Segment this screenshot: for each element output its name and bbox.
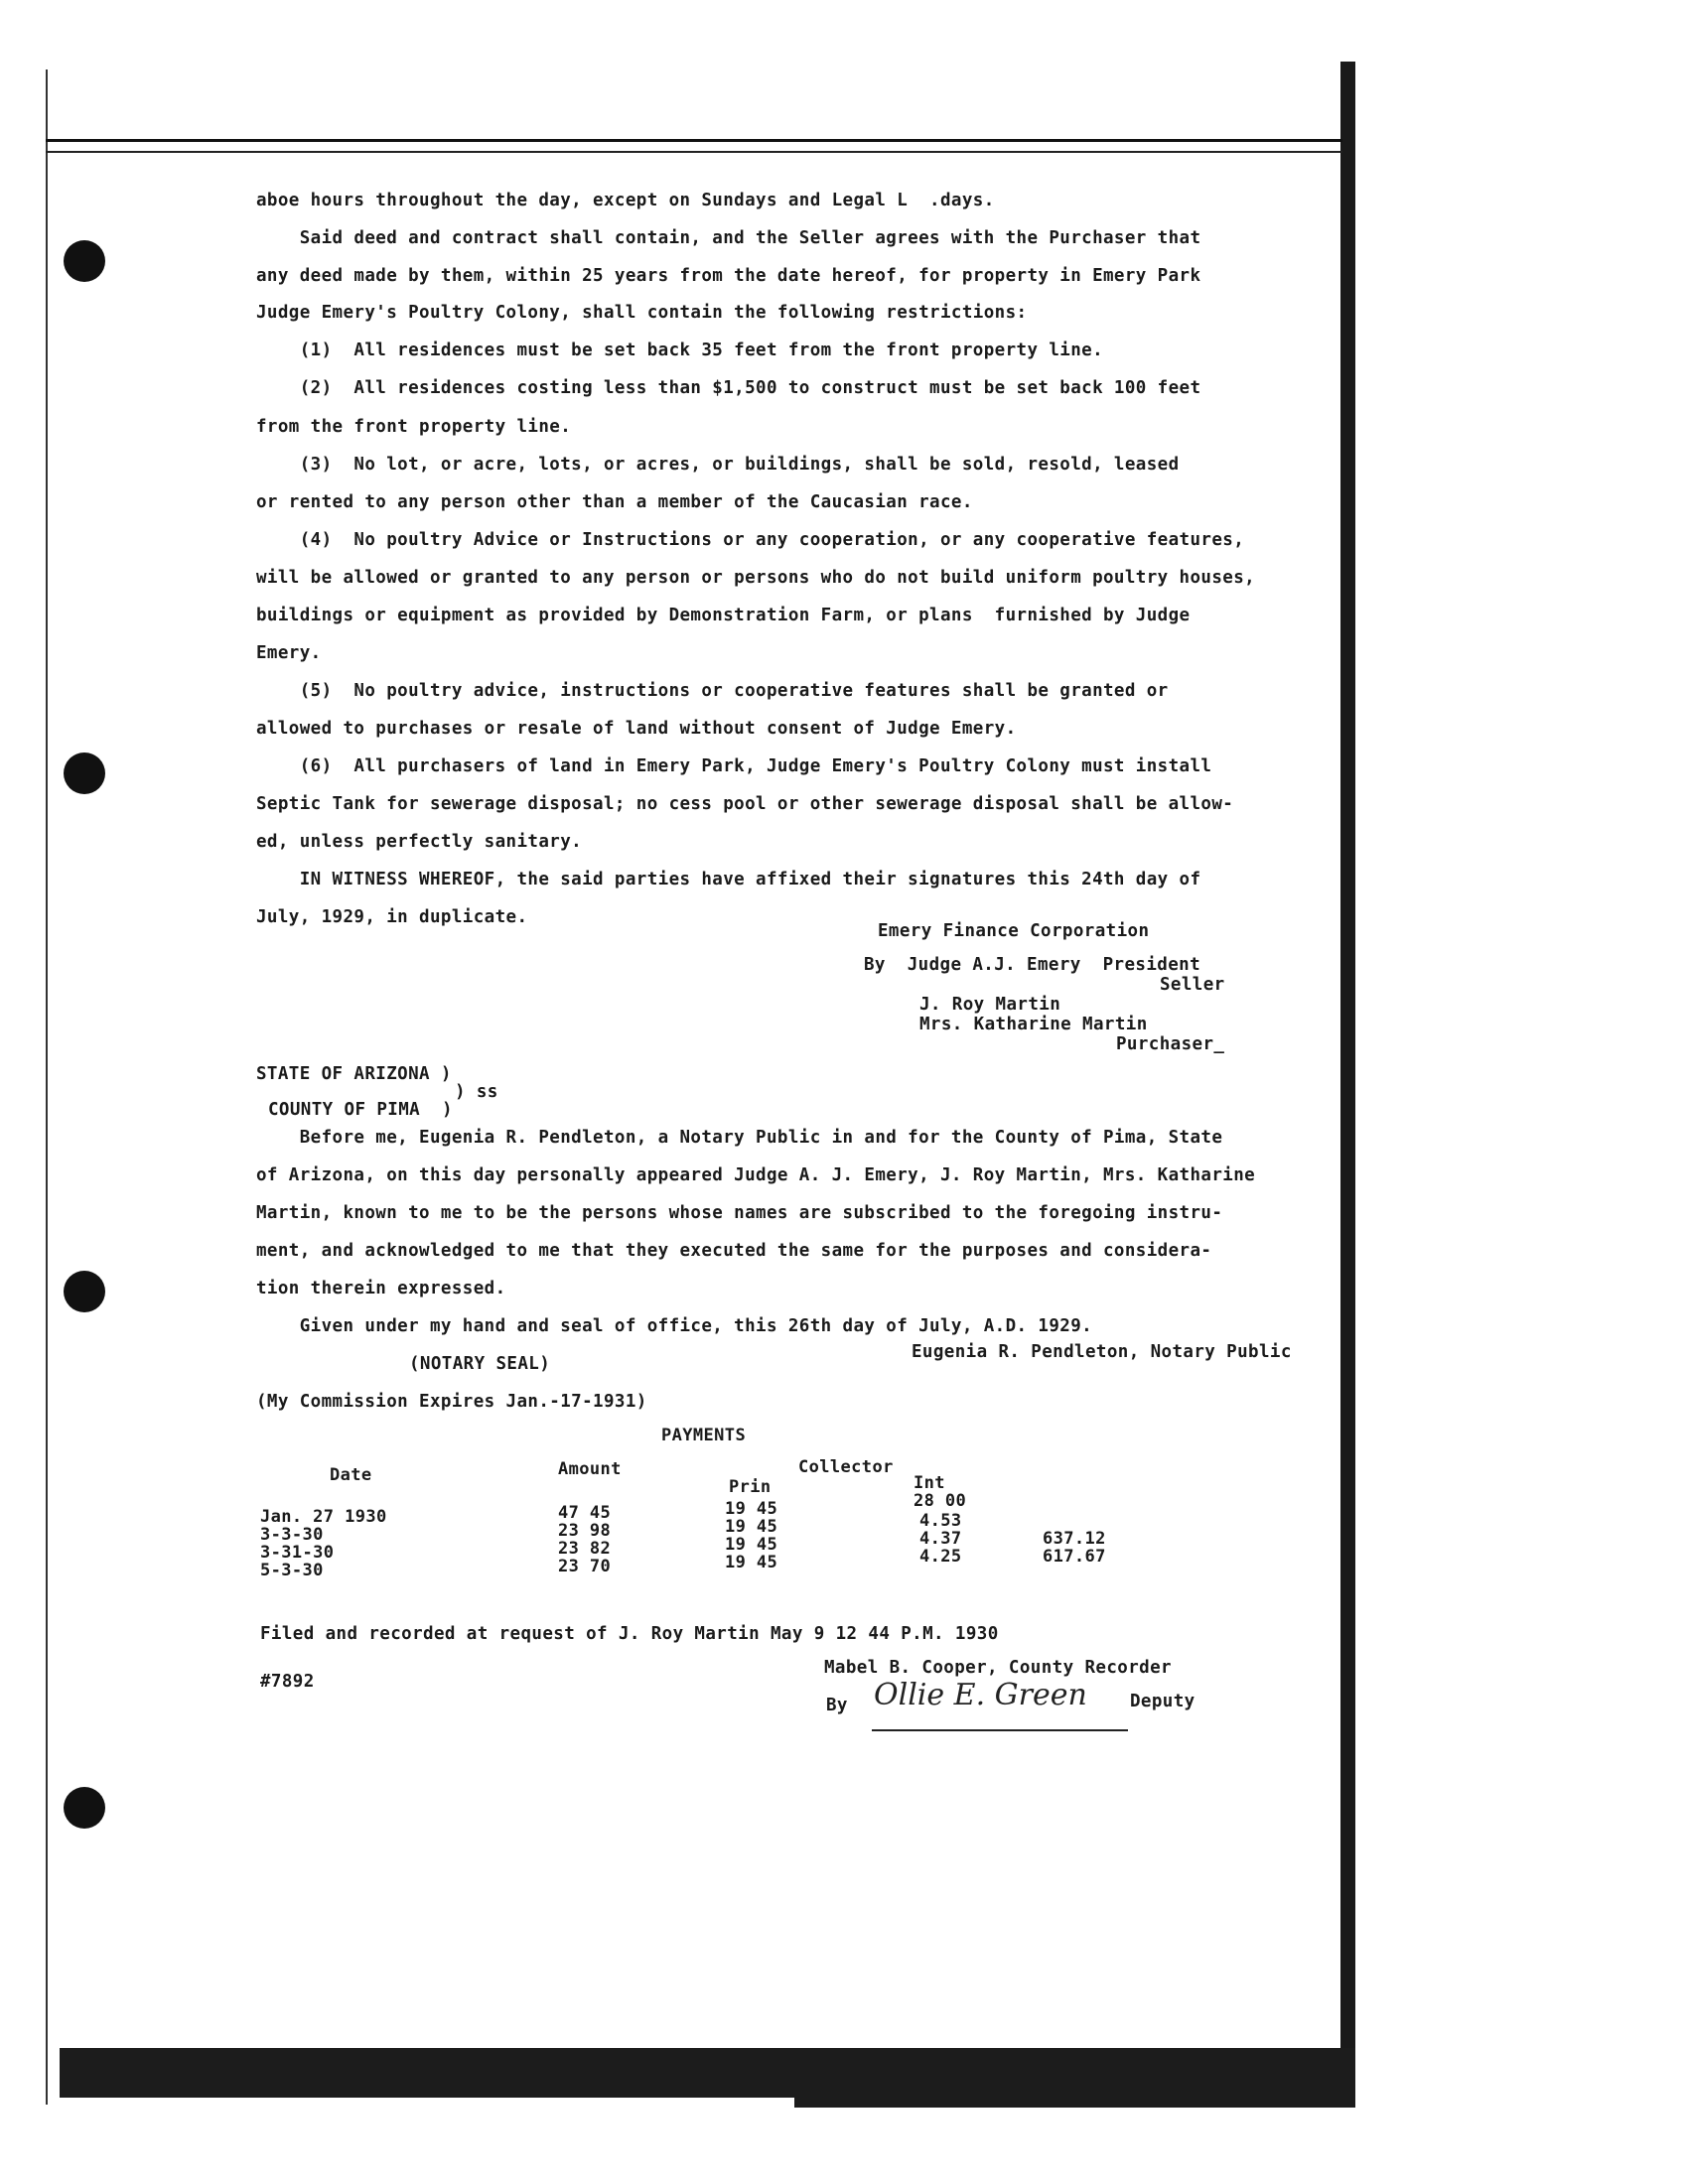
- notary-line: Martin, known to me to be the persons whose names are subscribed to the foregoing instru-: [256, 1203, 1223, 1223]
- deputy-by-label: By: [826, 1696, 848, 1715]
- body-line: (1) All residences must be set back 35 feet from the front property line.: [256, 341, 1103, 360]
- body-line: (3) No lot, or acre, lots, or acres, or buildings, shall be sold, resold, leased: [256, 455, 1180, 475]
- body-line: Emery.: [256, 643, 322, 663]
- deputy-signature: Ollie E. Green: [874, 1678, 1087, 1712]
- payment-date: 3-31-30: [260, 1543, 335, 1563]
- body-line: July, 1929, in duplicate.: [256, 907, 528, 927]
- purchaser-label: Purchaser_: [1116, 1034, 1225, 1054]
- notary-line: of Arizona, on this day personally appeared Judge A. J. Emery, J. Roy Martin, Mrs. Katharine: [256, 1165, 1256, 1185]
- payment-date: 3-3-30: [260, 1525, 324, 1545]
- body-line: (5) No poultry advice, instructions or cooperative features shall be granted or: [256, 681, 1169, 701]
- page-edge-left: [46, 69, 48, 2105]
- payment-amount: 23 98: [558, 1521, 612, 1541]
- payment-int: 4.53: [919, 1511, 962, 1531]
- payments-collector-header: Collector: [798, 1457, 894, 1477]
- payments-int-header: Int: [914, 1473, 945, 1493]
- notary-name: Eugenia R. Pendleton, Notary Public: [912, 1342, 1292, 1362]
- payment-prin: 19 45: [725, 1517, 778, 1537]
- punch-hole: [64, 1271, 105, 1312]
- notary-line: ment, and acknowledged to me that they executed the same for the purposes and considera-: [256, 1241, 1212, 1261]
- purchaser-name-1: J. Roy Martin: [919, 995, 1061, 1015]
- page-edge-right: [1340, 62, 1355, 2107]
- filing-statement: Filed and recorded at request of J. Roy Martin May 9 12 44 P.M. 1930: [260, 1624, 999, 1644]
- body-line: ed, unless perfectly sanitary.: [256, 832, 583, 852]
- venue-state: STATE OF ARIZONA ): [256, 1064, 452, 1084]
- body-line: from the front property line.: [256, 417, 572, 437]
- notary-line: Given under my hand and seal of office, this 26th day of July, A.D. 1929.: [256, 1316, 1093, 1336]
- body-line: (6) All purchasers of land in Emery Park, Judge Emery's Poultry Colony must install: [256, 756, 1212, 776]
- payments-prin-header: Prin: [729, 1477, 772, 1497]
- punch-hole: [64, 1787, 105, 1829]
- body-line: allowed to purchases or resale of land without consent of Judge Emery.: [256, 719, 1017, 739]
- payment-int: 4.37: [919, 1529, 962, 1549]
- payment-amount: 23 82: [558, 1539, 612, 1559]
- notary-line: tion therein expressed.: [256, 1279, 506, 1298]
- header-rule-bottom: [46, 151, 1342, 153]
- notary-commission: (My Commission Expires Jan.-17-1931): [256, 1392, 647, 1412]
- body-line: Judge Emery's Poultry Colony, shall contain the following restrictions:: [256, 303, 1028, 323]
- notary-line: Before me, Eugenia R. Pendleton, a Notary Public in and for the County of Pima, State: [256, 1128, 1223, 1148]
- payment-prin: 19 45: [725, 1535, 778, 1555]
- signature-line: [872, 1729, 1128, 1731]
- punch-hole: [64, 240, 105, 282]
- seller-corporation: Emery Finance Corporation: [878, 921, 1150, 941]
- payment-amount: 47 45: [558, 1503, 612, 1523]
- body-line: (4) No poultry Advice or Instructions or any cooperation, or any cooperative features,: [256, 530, 1245, 550]
- payment-date: Jan. 27 1930: [260, 1507, 387, 1527]
- county-recorder: Mabel B. Cooper, County Recorder: [824, 1658, 1172, 1678]
- header-rule-top: [46, 139, 1342, 142]
- body-line: buildings or equipment as provided by Demonstration Farm, or plans furnished by Judge: [256, 606, 1191, 625]
- venue-ss: ) ss: [455, 1082, 498, 1102]
- payment-date: 5-3-30: [260, 1561, 324, 1580]
- payment-balance: 637.12: [1043, 1529, 1106, 1549]
- payments-amount-header: Amount: [558, 1459, 622, 1479]
- notary-seal: (NOTARY SEAL): [409, 1354, 551, 1374]
- seller-label: Seller: [1160, 975, 1225, 995]
- body-line: Septic Tank for sewerage disposal; no cess pool or other sewerage disposal shall be allow-: [256, 794, 1234, 814]
- punch-hole: [64, 752, 105, 794]
- purchaser-name-2: Mrs. Katharine Martin: [919, 1015, 1148, 1034]
- body-line: IN WITNESS WHEREOF, the said parties have affixed their signatures this 24th day of: [256, 870, 1201, 889]
- body-line: will be allowed or granted to any person or persons who do not build uniform poultry houses,: [256, 568, 1256, 588]
- payment-int: 28 00: [914, 1491, 967, 1511]
- recording-number: #7892: [260, 1672, 315, 1692]
- body-line: aboe hours throughout the day, except on Sundays and Legal L .days.: [256, 191, 995, 210]
- payment-prin: 19 45: [725, 1553, 778, 1572]
- payments-date-header: Date: [330, 1465, 372, 1485]
- body-line: or rented to any person other than a member of the Caucasian race.: [256, 492, 973, 512]
- venue-county: COUNTY OF PIMA ): [268, 1100, 453, 1120]
- body-line: any deed made by them, within 25 years from the date hereof, for property in Emery Park: [256, 266, 1201, 286]
- payments-title: PAYMENTS: [661, 1426, 747, 1445]
- payment-balance: 617.67: [1043, 1547, 1106, 1567]
- scan-bottom-band-lower: [794, 2080, 1355, 2108]
- body-line: (2) All residences costing less than $1,500 to construct must be set back 100 feet: [256, 378, 1201, 398]
- payment-int: 4.25: [919, 1547, 962, 1567]
- deputy-label: Deputy: [1130, 1692, 1196, 1711]
- seller-signatory: By Judge A.J. Emery President: [864, 955, 1201, 975]
- body-line: Said deed and contract shall contain, and the Seller agrees with the Purchaser that: [256, 228, 1201, 248]
- payment-amount: 23 70: [558, 1557, 612, 1576]
- payment-prin: 19 45: [725, 1499, 778, 1519]
